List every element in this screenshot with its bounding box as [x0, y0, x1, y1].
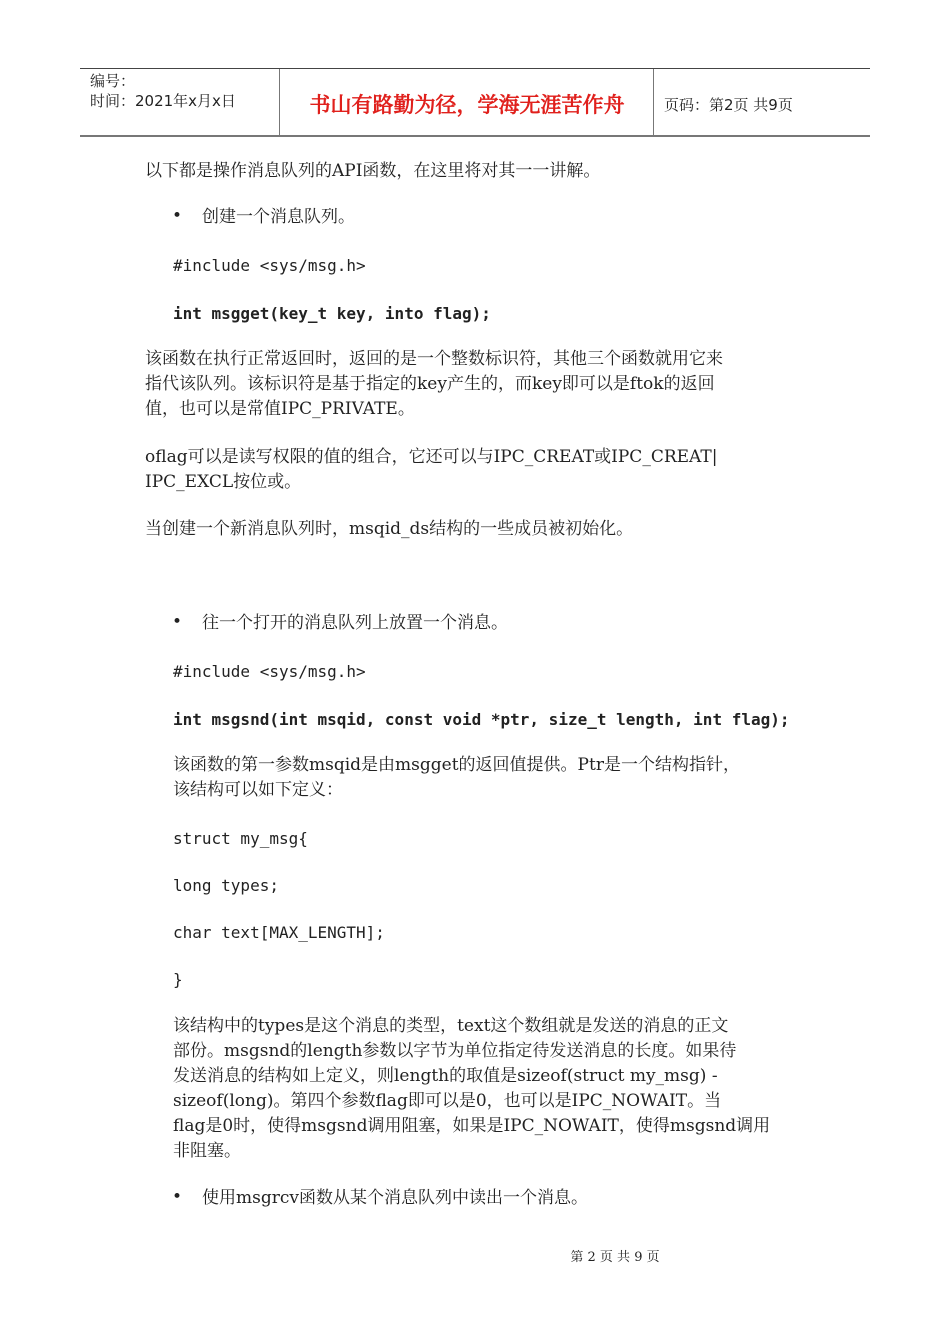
code-line: }: [173, 970, 183, 989]
bullet-icon: •: [172, 206, 183, 226]
function-prototype: int msgsnd(int msqid, const void *ptr, size_t length, int flag);: [173, 710, 790, 729]
paragraph-line: 值，也可以是常值IPC_PRIVATE。: [145, 399, 415, 419]
page-header: [80, 68, 870, 137]
code-line: struct my_msg{: [173, 829, 308, 848]
paragraph-line: 该函数的第一参数msqid是由msgget的返回值提供。Ptr是一个结构指针，: [173, 755, 740, 775]
paragraph-line: 发送消息的结构如上定义，则length的取值是sizeof(struct my_msg) -: [173, 1066, 718, 1086]
paragraph-line: 非阻塞。: [173, 1141, 241, 1161]
include-line: #include <sys/msg.h>: [173, 662, 366, 681]
bullet-icon: •: [172, 612, 183, 632]
header-page-info: 页码：第2页 共9页: [664, 95, 793, 114]
bullet-text: 使用msgrcv函数从某个消息队列中读出一个消息。: [202, 1188, 588, 1208]
bullet-icon: •: [172, 1187, 183, 1207]
paragraph-line: IPC_EXCL按位或。: [145, 472, 302, 492]
intro-text: 以下都是操作消息队列的API函数，在这里将对其一一讲解。: [145, 161, 601, 181]
paragraph-line: sizeof(long)。第四个参数flag即可以是0，也可以是IPC_NOWAIT。当: [173, 1091, 722, 1111]
code-line: long types;: [173, 876, 279, 895]
header-motto: 书山有路勤为径，学海无涯苦作舟: [281, 69, 654, 135]
include-line: #include <sys/msg.h>: [173, 256, 366, 275]
header-meta: [80, 69, 280, 135]
paragraph-line: 该函数在执行正常返回时，返回的是一个整数标识符，其他三个函数就用它来: [145, 349, 723, 369]
paragraph-line: 该结构中的types是这个消息的类型，text这个数组就是发送的消息的正文: [173, 1016, 729, 1036]
time-label: 时间：2021年x月x日: [90, 92, 236, 110]
bullet-text: 往一个打开的消息队列上放置一个消息。: [202, 613, 508, 633]
code-line: char text[MAX_LENGTH];: [173, 923, 385, 942]
paragraph-line: 当创建一个新消息队列时，msqid_ds结构的一些成员被初始化。: [145, 519, 634, 539]
paragraph-line: 该结构可以如下定义：: [173, 780, 343, 800]
paragraph-line: oflag可以是读写权限的值的组合，它还可以与IPC_CREAT或IPC_CREAT|: [145, 447, 718, 467]
paragraph-line: 部份。msgsnd的length参数以字节为单位指定待发送消息的长度。如果待: [173, 1041, 737, 1061]
page-footer: 第 2 页 共 9 页: [570, 1250, 660, 1265]
number-label: 编号：: [90, 72, 136, 90]
bullet-text: 创建一个消息队列。: [202, 207, 355, 227]
function-prototype: int msgget(key_t key, into flag);: [173, 304, 491, 323]
paragraph-line: flag是0时，使得msgsnd调用阻塞，如果是IPC_NOWAIT，使得msgsnd调用: [173, 1116, 771, 1136]
paragraph-line: 指代该队列。该标识符是基于指定的key产生的，而key即可以是ftok的返回: [145, 374, 715, 394]
